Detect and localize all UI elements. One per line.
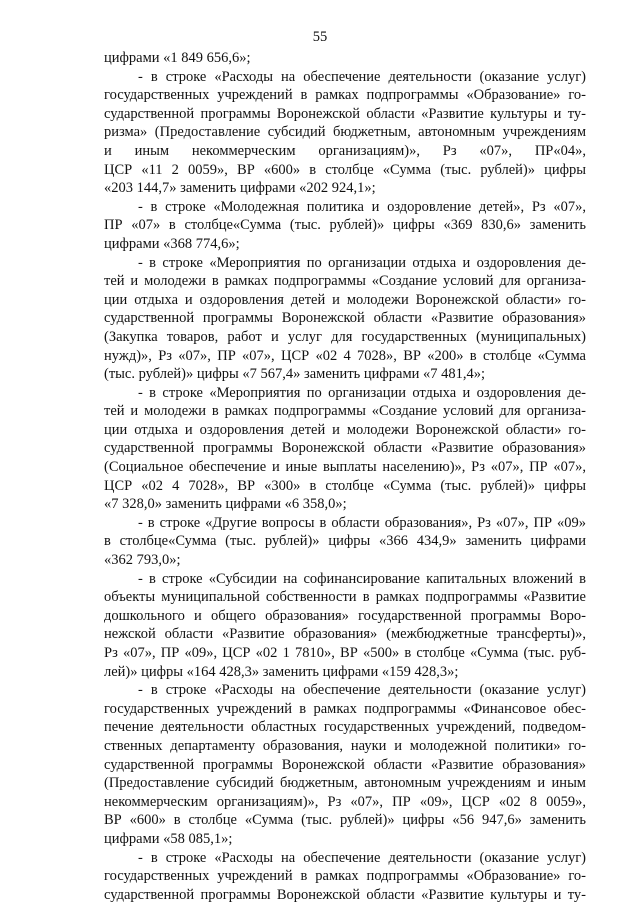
text-line: объекты муниципальной собственности в рамках подпрограммы «Развитие: [104, 589, 586, 606]
text-line: государственных учреждений в рамках подпрограммы «Образование» го-: [104, 87, 586, 104]
text-line: и иным некоммерческим организациям)», Рз «07», ПР«04»,: [104, 142, 586, 159]
text-line: сударственной программы Воронежской области «Развитие образования»: [104, 310, 586, 327]
text-line: - в строке «Мероприятия по организации отдыха и оздоровления де-: [138, 254, 586, 271]
text-line: ПР «07» в столбце«Сумма (тыс. рублей)» цифры «369 830,6» заменить: [104, 217, 586, 234]
text-line: ВР «600» в столбце «Сумма (тыс. рублей)» цифры «56 947,6» заменить: [104, 812, 586, 829]
text-line: цифрами «58 085,1»;: [104, 830, 233, 847]
text-line: государственных учреждений в рамках подпрограммы «Финансовое обес-: [104, 700, 586, 717]
text-line: сударственной программы Воронежской области «Развитие образования»: [104, 756, 586, 773]
text-line: ции отдыха и оздоровления детей и молодежи Воронежской области» го-: [104, 421, 586, 438]
text-line: государственных учреждений в рамках подпрограммы «Образование» го-: [104, 868, 586, 885]
text-line: ЦСР «11 2 0059», ВР «600» в столбце «Сумма (тыс. рублей)» цифры: [104, 161, 586, 178]
text-line: тей и молодежи в рамках подпрограммы «Создание условий для организа-: [104, 273, 586, 290]
text-line: нужд)», Рз «07», ПР «07», ЦСР «02 4 7028», ВР «200» в столбце «Сумма: [104, 347, 586, 364]
text-line: цифрами «368 774,6»;: [104, 235, 240, 252]
document-body-text: [104, 49, 586, 904]
text-line: (Социальное обеспечение и иные выплаты населению)», Рз «07», ПР «07»,: [104, 459, 586, 476]
text-line: Рз «07», ПР «09», ЦСР «02 1 7810», ВР «500» в столбце «Сумма (тыс. руб-: [104, 645, 586, 661]
text-line: ции отдыха и оздоровления детей и молодежи Воронежской области» го-: [104, 291, 586, 308]
text-line: - в строке «Субсидии на софинансирование капитальных вложений в: [138, 570, 586, 587]
text-line: - в строке «Молодежная политика и оздоровление детей», Рз «07»,: [138, 198, 586, 215]
text-line: некоммерческим организациям)», Рз «07», ПР «09», ЦСР «02 8 0059»,: [104, 793, 586, 810]
page-number: 55: [312, 29, 328, 45]
text-line: лей)» цифры «164 428,3» заменить цифрами «159 428,3»;: [104, 663, 459, 680]
text-line: - в строке «Расходы на обеспечение деятельности (оказание услуг): [138, 682, 586, 699]
text-line: - в строке «Мероприятия по организации отдыха и оздоровления де-: [138, 384, 586, 401]
text-line: «203 144,7» заменить цифрами «202 924,1»;: [104, 180, 376, 197]
text-line: - в строке «Другие вопросы в области образования», Рз «07», ПР «09»: [138, 514, 586, 531]
text-line: цифрами «1 849 656,6»;: [104, 50, 251, 66]
text-line: дошкольного и общего образования» государственной программы Воро-: [104, 607, 586, 624]
text-line: тей и молодежи в рамках подпрограммы «Создание условий для организа-: [104, 403, 586, 420]
text-line: в столбце«Сумма (тыс. рублей)» цифры «366 434,9» заменить цифрами: [104, 533, 586, 550]
text-line: - в строке «Расходы на обеспечение деятельности (оказание услуг): [138, 849, 586, 866]
text-line: сударственной программы Воронежской области «Развитие культуры и ту-: [104, 105, 586, 122]
text-line: (Закупка товаров, работ и услуг для государственных (муниципальных): [104, 328, 586, 345]
text-line: сударственной программы Воронежской области «Развитие культуры и ту-: [104, 886, 586, 903]
text-line: нежской области «Развитие образования» (межбюджетные трансферты)»,: [104, 626, 586, 643]
text-line: «7 328,0» заменить цифрами «6 358,0»;: [104, 496, 347, 513]
text-line: печение деятельности областных государственных учреждений, подведом-: [104, 719, 586, 736]
text-line: (тыс. рублей)» цифры «7 567,4» заменить цифрами «7 481,4»;: [104, 366, 486, 383]
text-line: сударственной программы Воронежской области «Развитие образования»: [104, 440, 586, 457]
text-line: - в строке «Расходы на обеспечение деятельности (оказание услуг): [138, 68, 586, 85]
text-line: ризма» (Предоставление субсидий бюджетным, автономным учреждениям: [104, 124, 586, 141]
text-line: (Предоставление субсидий бюджетным, автономным учреждениям и иным: [104, 775, 586, 792]
text-line: ственных департаменту образования, науки и молодежной политики» го-: [104, 737, 586, 754]
text-line: «362 793,0»;: [104, 552, 181, 569]
text-line: ЦСР «02 4 7028», ВР «300» в столбце «Сумма (тыс. рублей)» цифры: [104, 477, 586, 494]
